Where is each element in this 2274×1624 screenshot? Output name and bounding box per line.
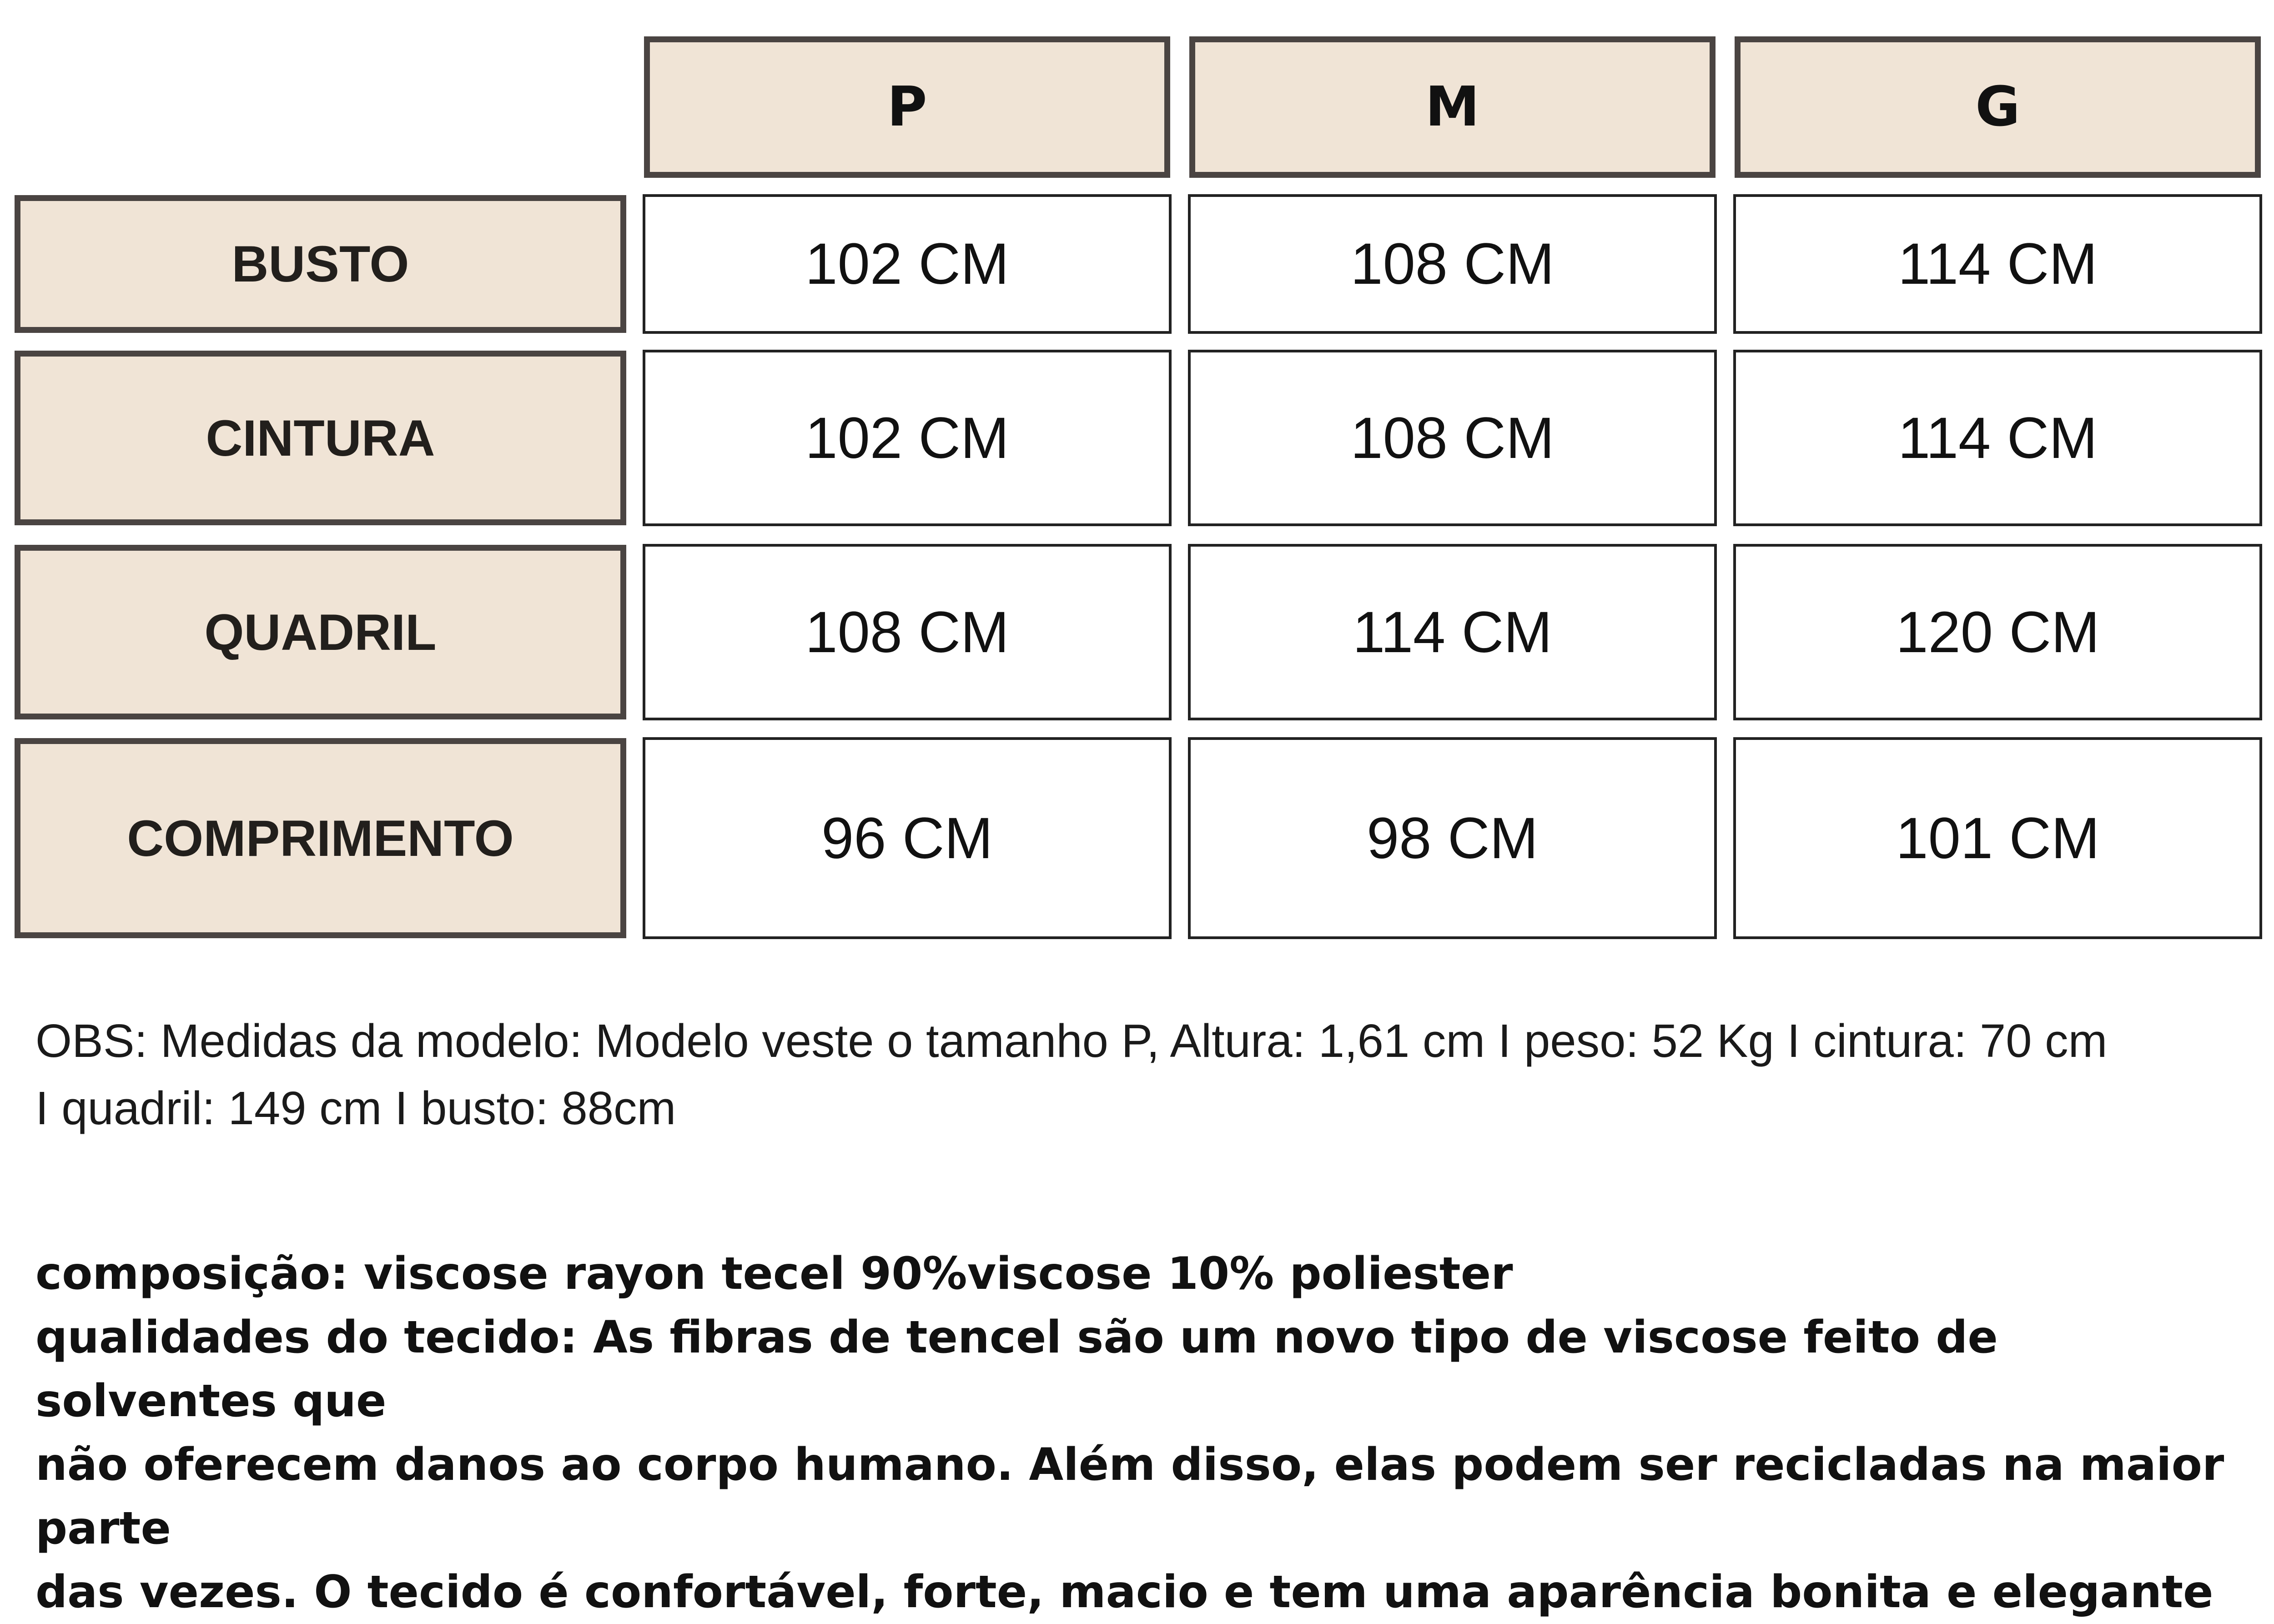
cell-comprimento-p: 96 CM <box>643 737 1172 939</box>
cell-quadril-g: 120 CM <box>1733 544 2262 720</box>
fabric-description <box>35 1242 2246 1624</box>
fabric-qualities-line-3: das vezes. O tecido é confortável, forte, macio e tem uma aparência bonita e elegante <box>35 1566 2214 1618</box>
row-label-busto: BUSTO <box>15 195 626 333</box>
row-label-comprimento: COMPRIMENTO <box>15 738 626 938</box>
cell-cintura-g: 114 CM <box>1733 350 2262 526</box>
size-header-p: P <box>644 36 1170 178</box>
row-label-quadril: QUADRIL <box>15 545 626 719</box>
cell-cintura-m: 108 CM <box>1188 350 1717 526</box>
row-label-cintura: CINTURA <box>15 351 626 525</box>
obs-line-2: I quadril: 149 cm I busto: 88cm <box>35 1082 676 1134</box>
fabric-qualities-line-1: qualidades do tecido: As fibras de tencel são um novo tipo de viscose feito de solventes que <box>35 1312 1998 1427</box>
cell-comprimento-g: 101 CM <box>1733 737 2262 939</box>
size-header-m: M <box>1189 36 1716 178</box>
cell-busto-p: 102 CM <box>643 194 1172 334</box>
obs-line-1: OBS: Medidas da modelo: Modelo veste o tamanho P, Altura: 1,61 cm I peso: 52 Kg I cintura: 70 cm <box>35 1015 2108 1067</box>
model-measurements-note <box>35 1007 2246 1142</box>
size-header-g: G <box>1735 36 2261 178</box>
cell-comprimento-m: 98 CM <box>1188 737 1717 939</box>
cell-cintura-p: 102 CM <box>643 350 1172 526</box>
composition-line: composição: viscose rayon tecel 90%viscose 10% poliester <box>35 1248 1513 1300</box>
cell-quadril-m: 114 CM <box>1188 544 1717 720</box>
cell-busto-m: 108 CM <box>1188 194 1717 334</box>
fabric-qualities-line-2: não oferecem danos ao corpo humano. Além disso, elas podem ser recicladas na maior parte <box>35 1439 2224 1554</box>
cell-busto-g: 114 CM <box>1733 194 2262 334</box>
cell-quadril-p: 108 CM <box>643 544 1172 720</box>
